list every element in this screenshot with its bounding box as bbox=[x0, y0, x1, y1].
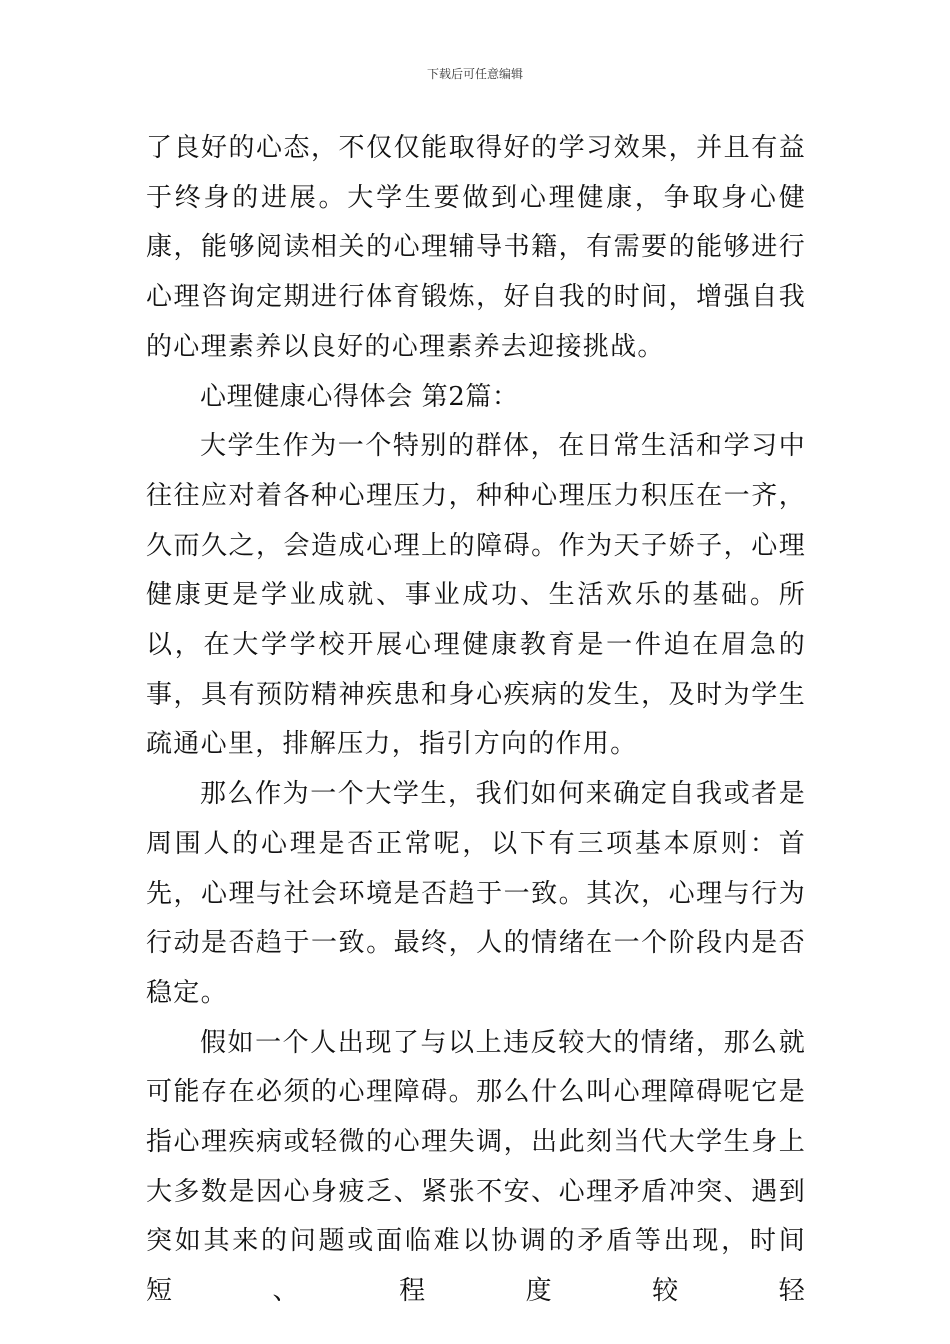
paragraph: 那么作为一个大学生，我们如何来确定自我或者是周围人的心理是否正常呢，以下有三项基本原则：首先，心理与社会环境是否趋于一致。其次，心理与行为行动是否趋于一致。最终，人的情绪在一个阶段内是否稳定。 bbox=[146, 779, 806, 1008]
paragraph-continuation: 了良好的心态，不仅仅能取得好的学习效果，并且有益于终身的进展。大学生要做到心理健康，争取身心健康，能够阅读相关的心理辅导书籍，有需要的能够进行心理咨询定期进行体育锻炼，好自我的时间，增强自我的心理素养以良好的心理素养去迎接挑战。 bbox=[146, 133, 806, 362]
document-body bbox=[146, 124, 806, 1317]
section-heading: 心理健康心得体会 第2篇： bbox=[200, 381, 519, 412]
page-header: 下载后可任意编辑 bbox=[426, 67, 523, 81]
paragraph-truncated: 假如一个人出现了与以上违反较大的情绪，那么就可能存在必须的心理障碍。那么什么叫心理障碍呢它是指心理疾病或轻微的心理失调，出此刻当代大学生身上大多数是因心身疲乏、紧张不安、心理矛盾冲突、遇到突如其来的问题或面临难以协调的矛盾等出现，时间短、程度较轻 bbox=[146, 1027, 806, 1307]
paragraph: 大学生作为一个特别的群体，在日常生活和学习中往往应对着各种心理压力，种种心理压力积压在一齐，久而久之，会造成心理上的障碍。作为天子娇子，心理健康更是学业成就、事业成功、生活欢乐的基础。所以，在大学学校开展心理健康教育是一件迫在眉急的事，具有预防精神疾患和身心疾病的发生，及时为学生疏通心里，排解压力，指引方向的作用。 bbox=[146, 431, 806, 760]
